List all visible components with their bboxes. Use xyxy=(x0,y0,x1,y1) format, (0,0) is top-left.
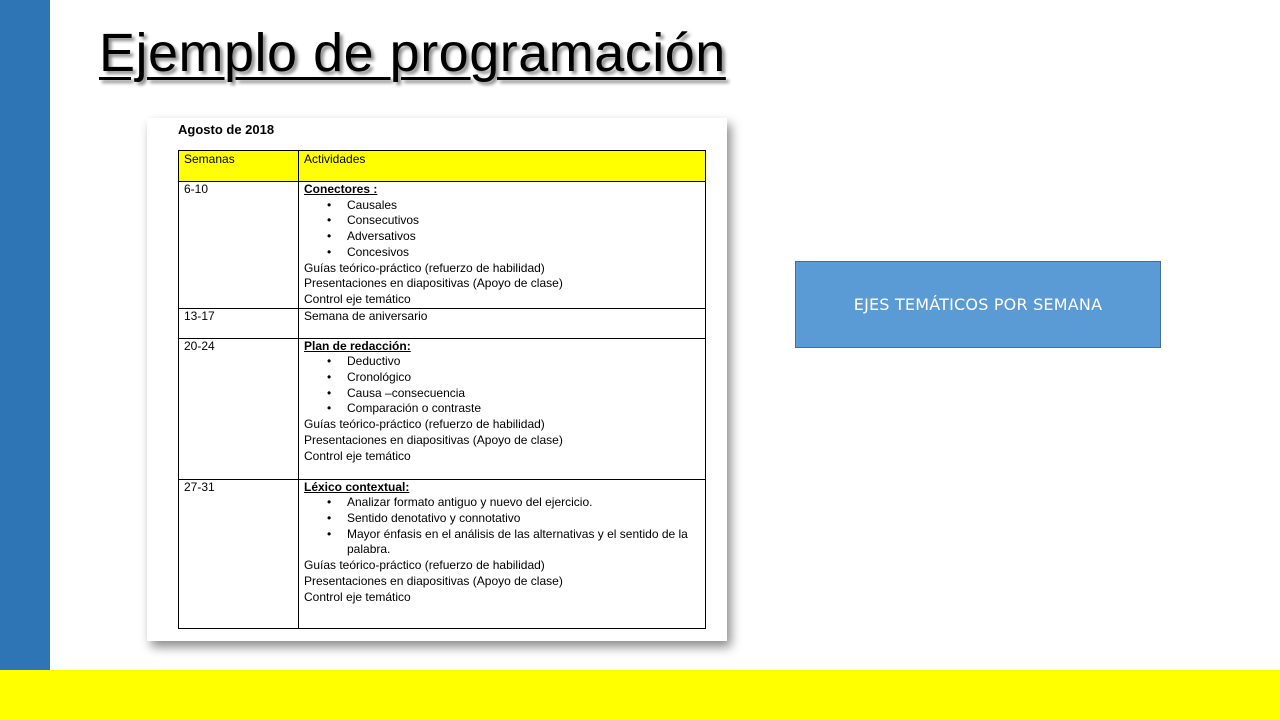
list-item: • Causales xyxy=(347,198,700,214)
list-item: • Causa –consecuencia xyxy=(347,386,700,402)
header-activities: Actividades xyxy=(299,151,706,182)
document-title: Agosto de 2018 xyxy=(178,122,275,137)
topic-list xyxy=(304,495,700,558)
topic-list xyxy=(304,198,700,261)
week-cell: 13-17 xyxy=(179,308,299,338)
topic-heading: Conectores : xyxy=(304,182,378,196)
list-item: • Analizar formato antiguo y nuevo del ejercicio. xyxy=(347,495,700,511)
list-item: • Deductivo xyxy=(347,354,700,370)
activity-line: Control eje temático xyxy=(304,291,411,306)
schedule-table xyxy=(178,150,706,629)
table-row xyxy=(179,338,706,479)
activity-line: Control eje temático xyxy=(304,589,411,604)
activities-cell: Semana de aniversario xyxy=(299,308,706,338)
activity-line: Presentaciones en diapositivas (Apoyo de clase) xyxy=(304,573,563,588)
activity-line: Guías teórico-práctico (refuerzo de habilidad) xyxy=(304,260,545,275)
activity-line: Guías teórico-práctico (refuerzo de habilidad) xyxy=(304,558,545,573)
week-cell: 27-31 xyxy=(179,479,299,628)
activities-cell xyxy=(299,182,706,309)
bottom-accent-bar xyxy=(0,670,1280,720)
table-header-row xyxy=(179,151,706,182)
list-item: • Adversativos xyxy=(347,229,700,245)
slide-title: Ejemplo de programación xyxy=(99,23,726,83)
table-row xyxy=(179,479,706,628)
header-weeks: Semanas xyxy=(179,151,299,182)
week-cell: 6-10 xyxy=(179,182,299,309)
table-row xyxy=(179,182,706,309)
table-row xyxy=(179,308,706,338)
list-item: • Sentido denotativo y connotativo xyxy=(347,511,700,527)
left-accent-bar xyxy=(0,0,50,670)
week-cell: 20-24 xyxy=(179,338,299,479)
list-item: • Mayor énfasis en el análisis de las alternativas y el sentido de la palabra. xyxy=(347,527,700,558)
list-item: • Concesivos xyxy=(347,245,700,261)
themes-by-week-button[interactable]: EJES TEMÁTICOS POR SEMANA xyxy=(795,261,1161,348)
activities-cell xyxy=(299,479,706,628)
activity-line: Guías teórico-práctico (refuerzo de habilidad) xyxy=(304,417,545,432)
activity-line: Presentaciones en diapositivas (Apoyo de clase) xyxy=(304,432,563,447)
list-item: • Cronológico xyxy=(347,370,700,386)
activity-line: Control eje temático xyxy=(304,448,411,463)
list-item: • Comparación o contraste xyxy=(347,401,700,417)
activities-cell xyxy=(299,338,706,479)
topic-heading: Plan de redacción: xyxy=(304,338,411,353)
activity-line: Presentaciones en diapositivas (Apoyo de clase) xyxy=(304,276,563,291)
topic-heading: Léxico contextual: xyxy=(304,479,410,494)
list-item: • Consecutivos xyxy=(347,213,700,229)
topic-list xyxy=(304,354,700,417)
document-image xyxy=(147,118,727,641)
